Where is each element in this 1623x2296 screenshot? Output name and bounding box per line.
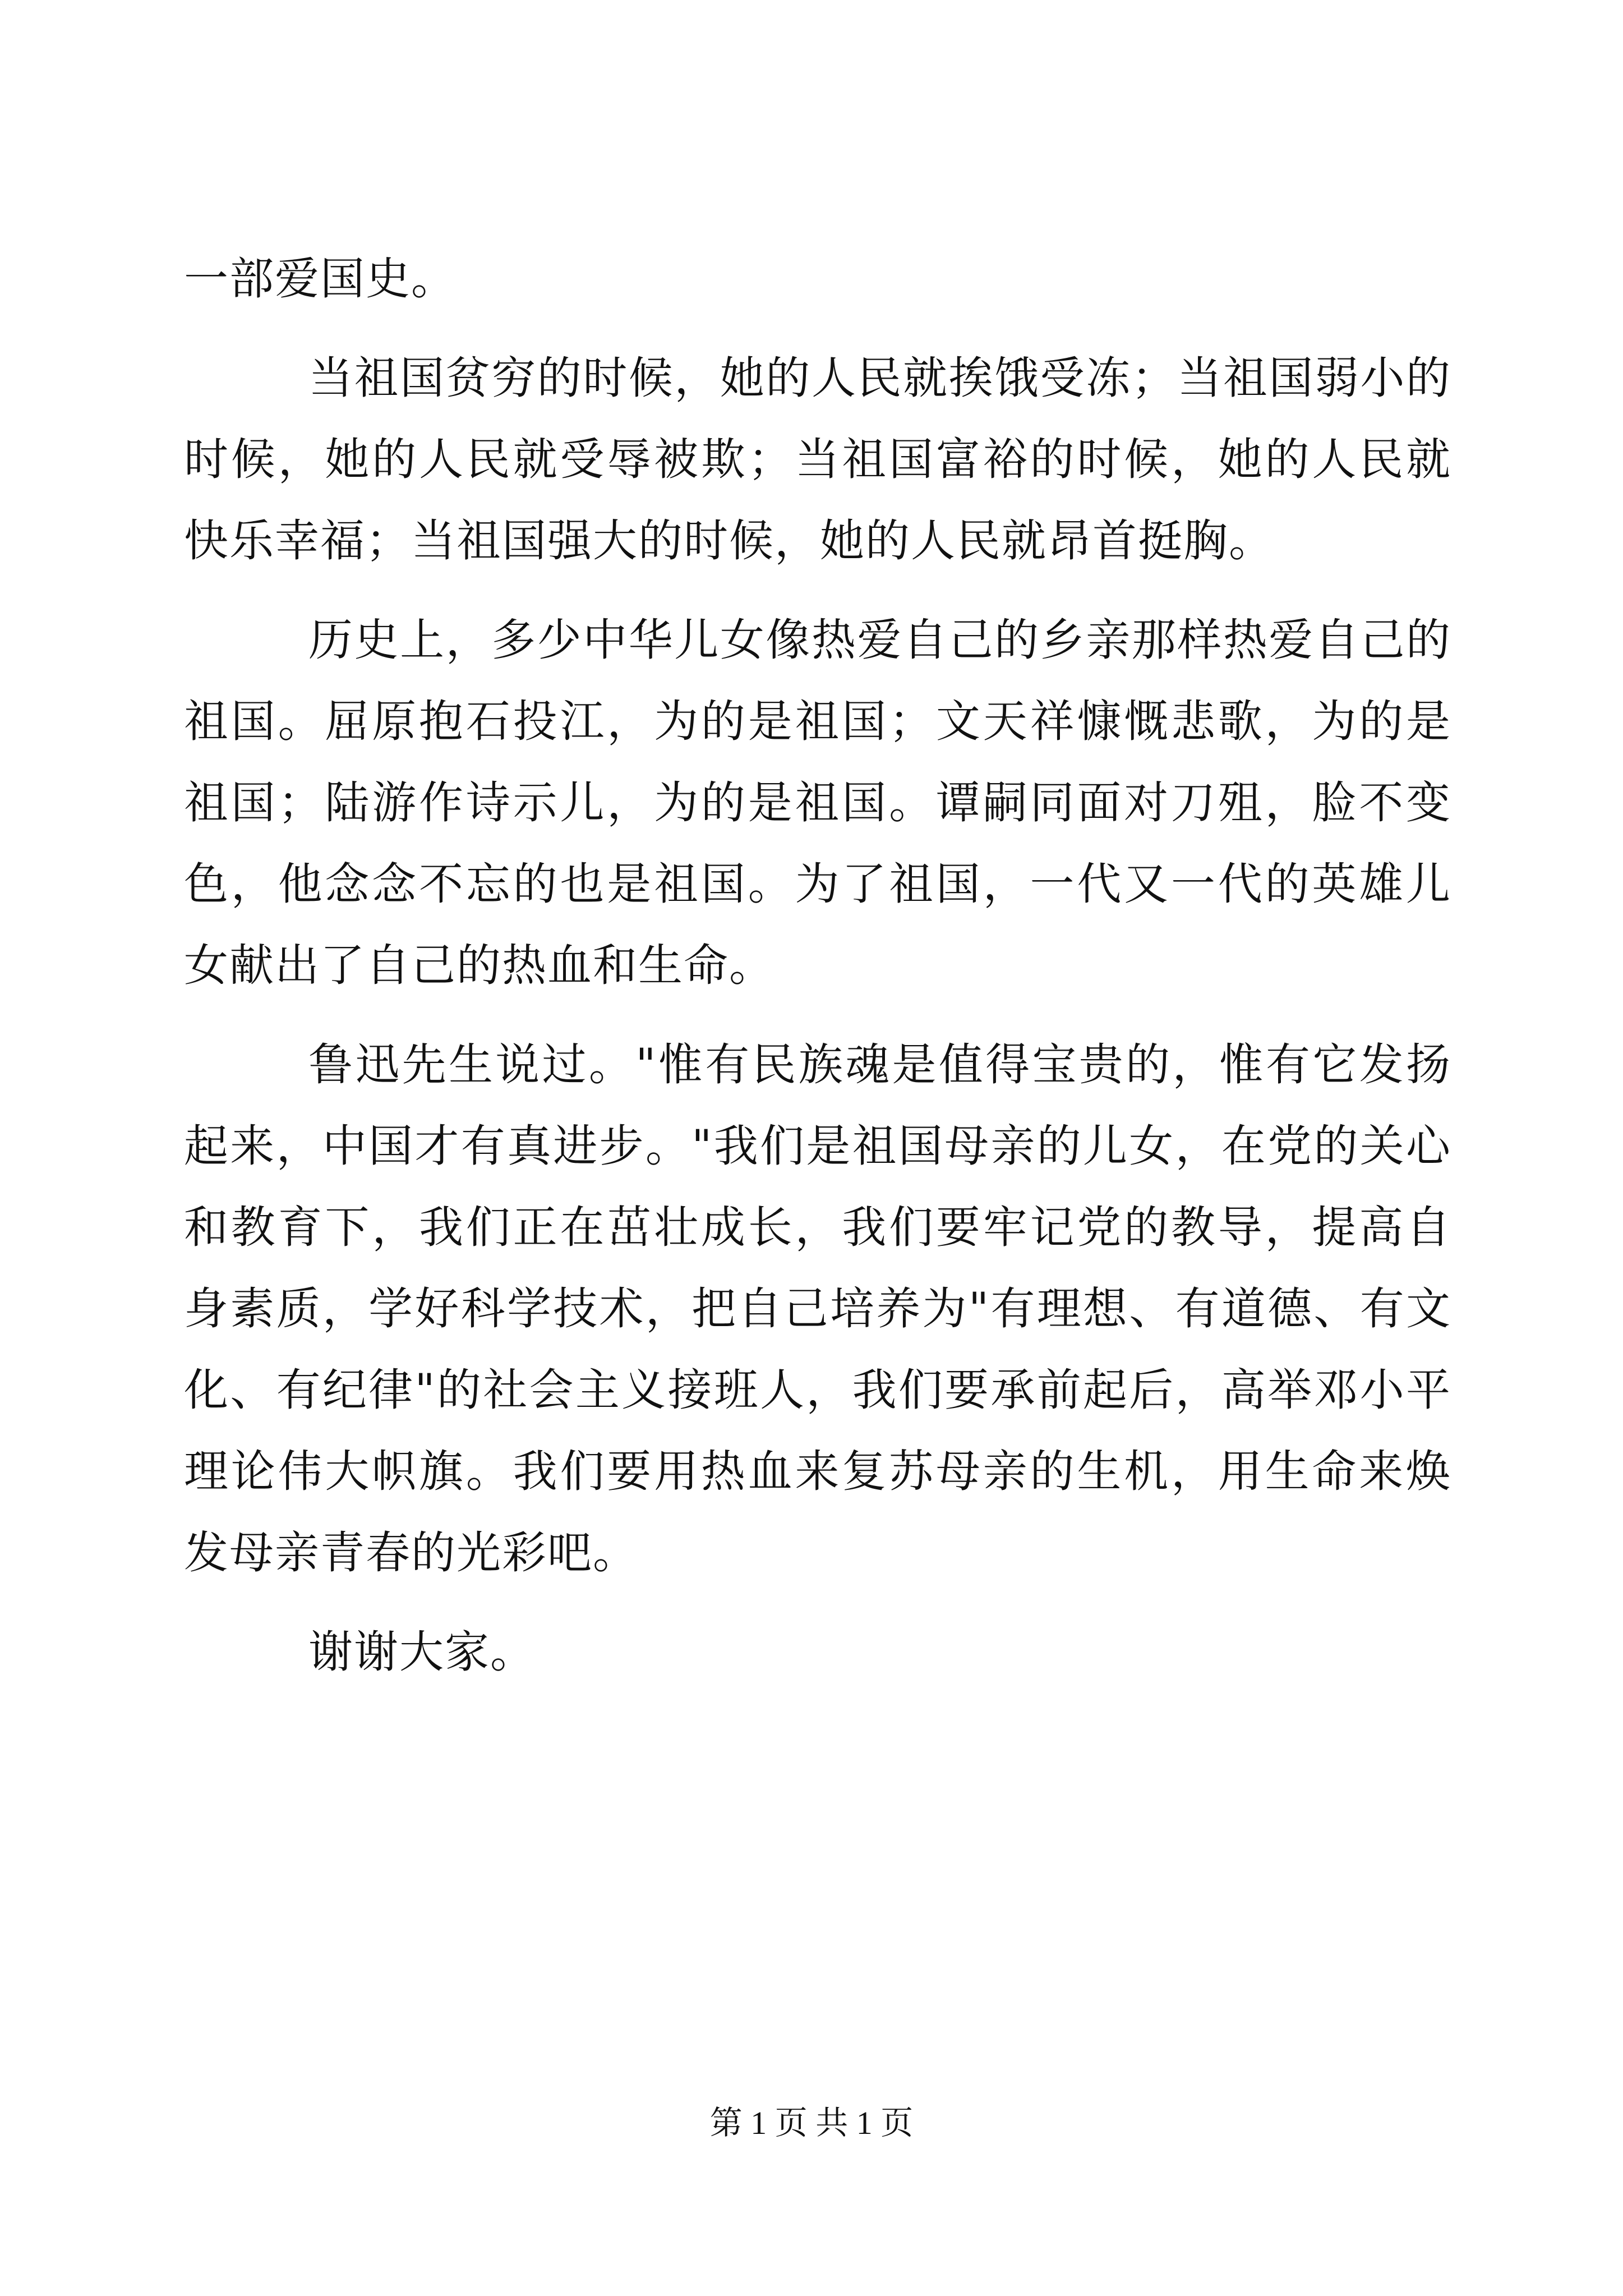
document-body xyxy=(184,238,1451,1693)
page-footer xyxy=(0,2101,1623,2146)
paragraph-3: 历史上，多少中华儿女像热爱自己的乡亲那样热爱自己的祖国。屈原抱石投江，为的是祖国；文天祥慷慨悲歌，为的是祖国；陆游作诗示儿，为的是祖国。谭嗣同面对刀殂，脸不变色，他念念不忘的也是祖国。为了祖国，一代又一代的英雄儿女献出了自己的热血和生命。 xyxy=(184,614,1451,991)
page-number-label: 第 1 页 共 1 页 xyxy=(709,2105,914,2141)
paragraph-1: 一部爱国史。 xyxy=(184,253,457,305)
paragraph-4: 鲁迅先生说过。"惟有民族魂是值得宝贵的，惟有它发扬起来，中国才有真进步。"我们是祖国母亲的儿女，在党的关心和教育下，我们正在茁壮成长，我们要牢记党的教导，提高自身素质，学好科学技术，把自己培养为"有理想、有道德、有文化、有纪律"的社会主义接班人，我们要承前起后，高举邓小平理论伟大帜旗。我们要用热血来复苏母亲的生机，用生命来焕发母亲青春的光彩吧。 xyxy=(184,1039,1451,1579)
paragraph-2: 当祖国贫穷的时候，她的人民就挨饿受冻；当祖国弱小的时候，她的人民就受辱被欺；当祖国富裕的时候，她的人民就快乐幸福；当祖国强大的时候，她的人民就昂首挺胸。 xyxy=(184,352,1451,567)
paragraph-5: 谢谢大家。 xyxy=(308,1626,536,1678)
